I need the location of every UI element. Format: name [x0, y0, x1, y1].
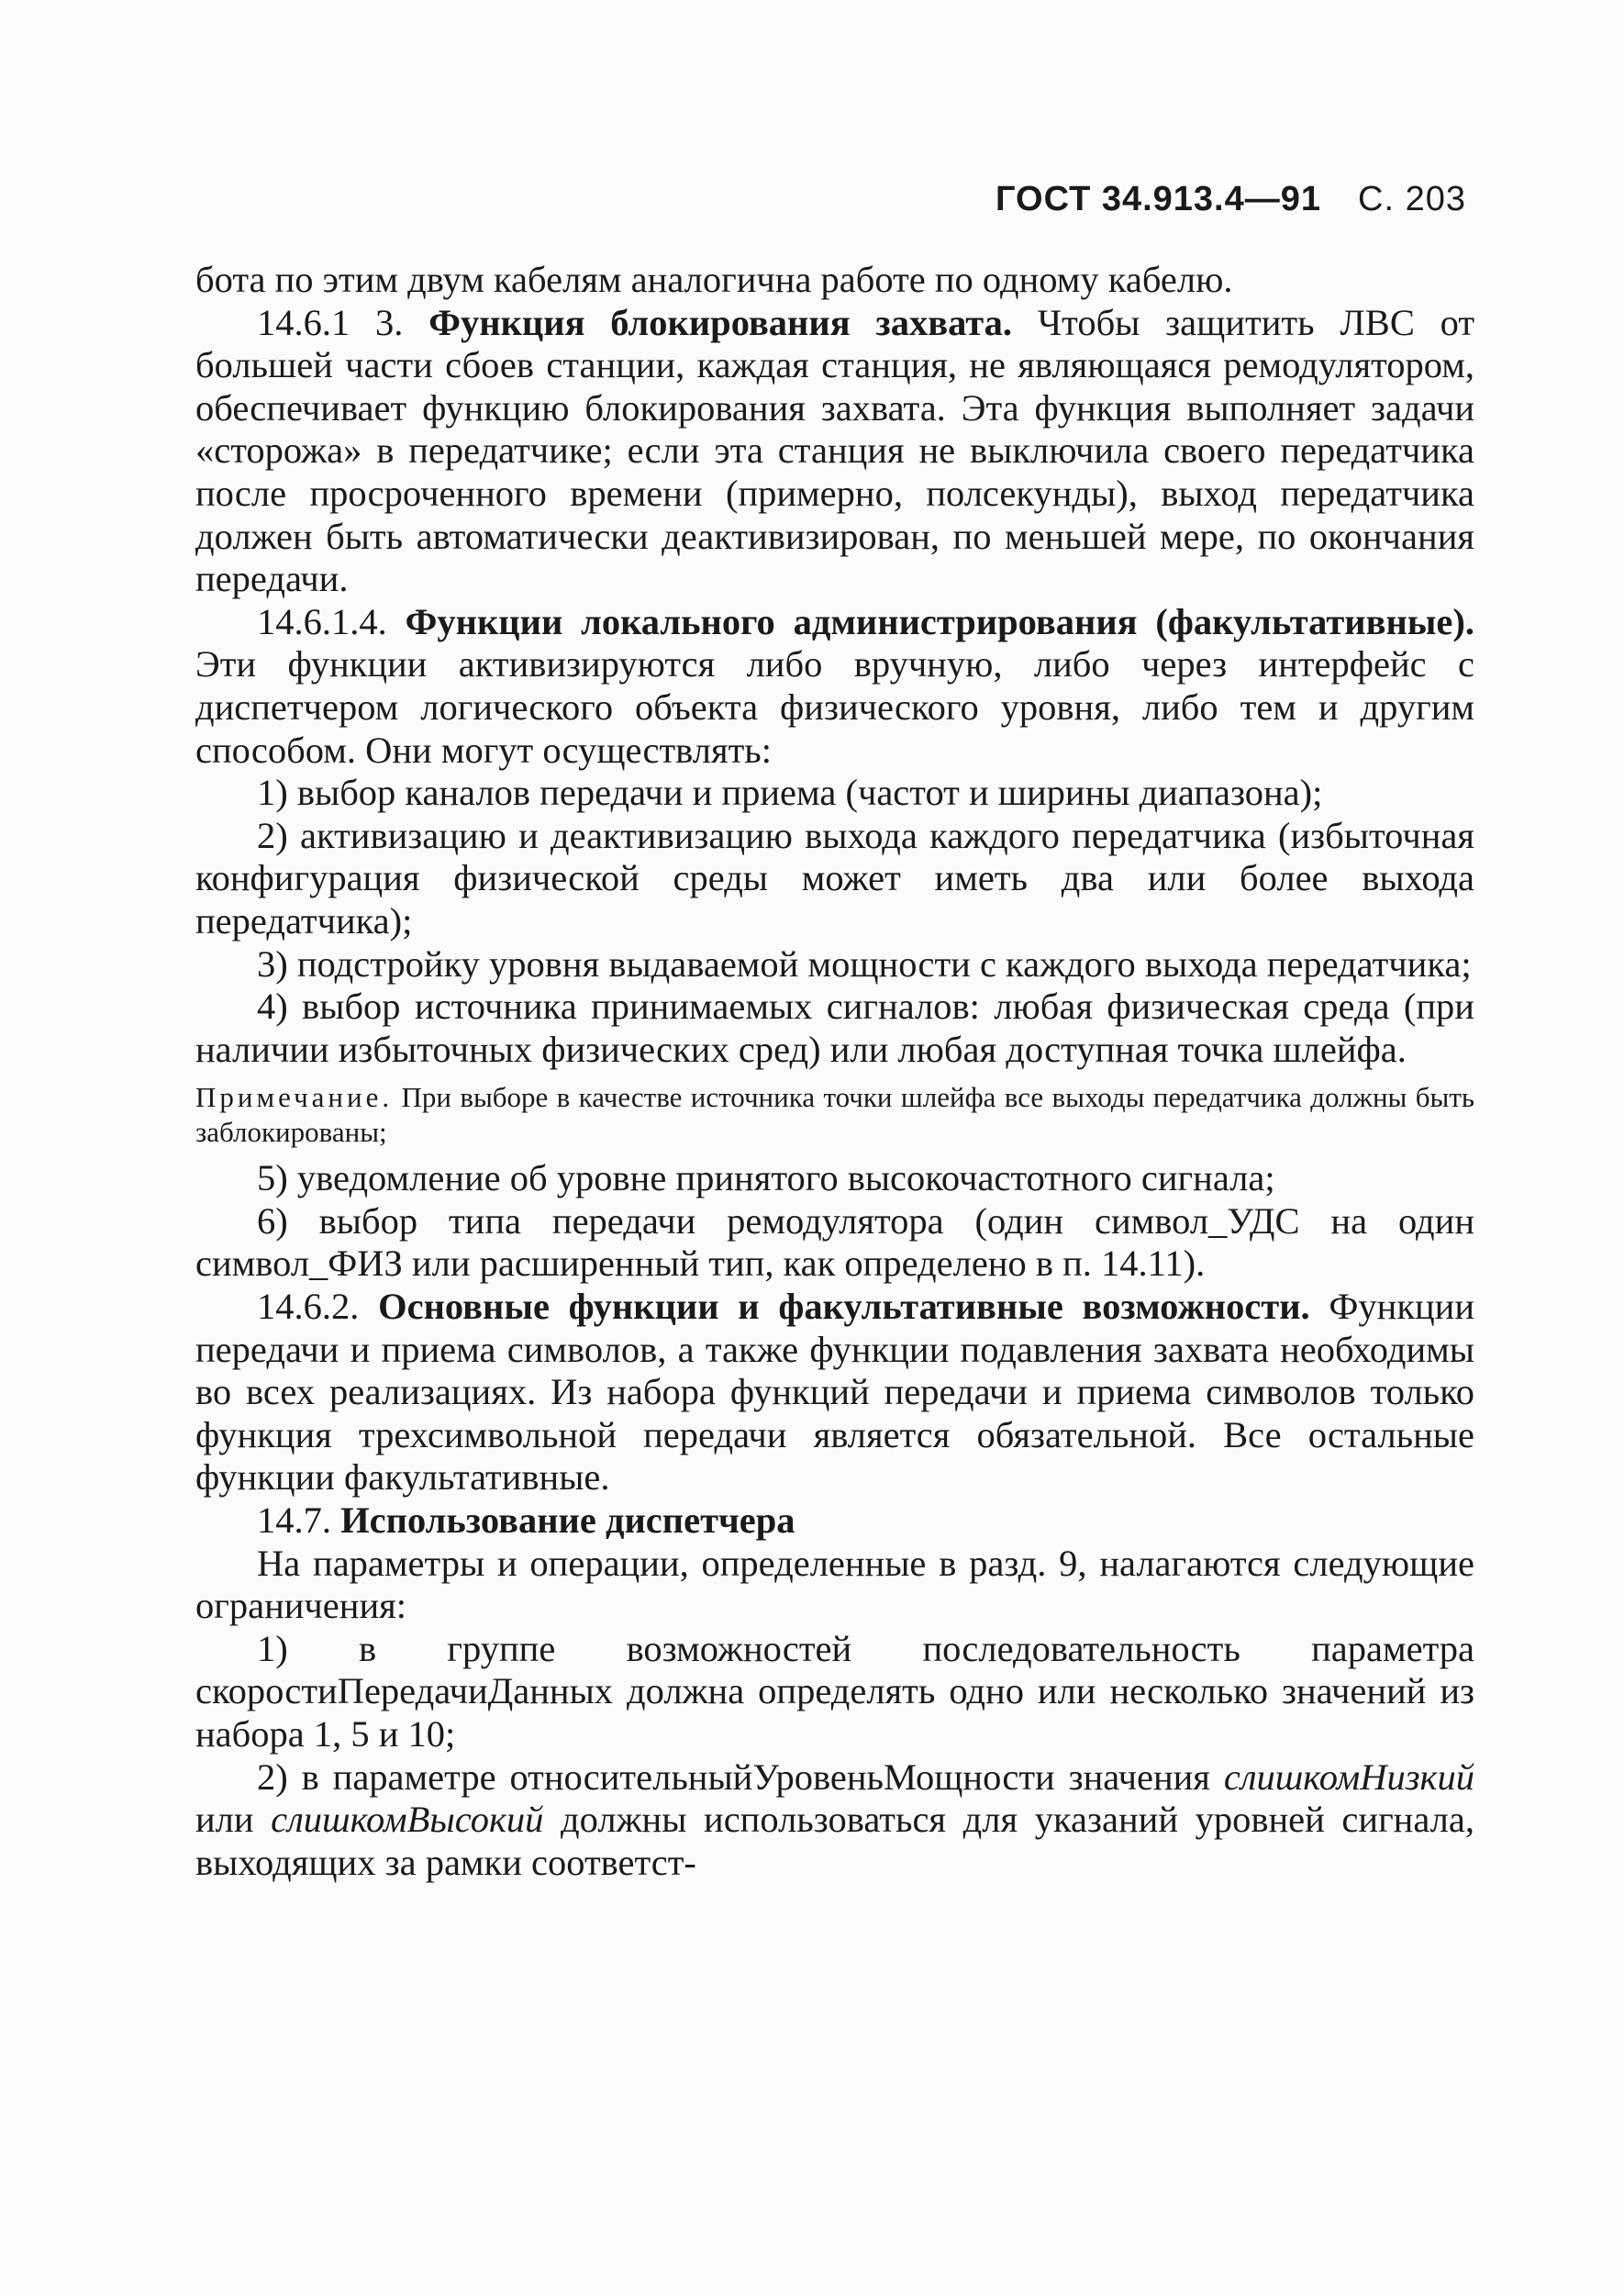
clause-14-6-2	[195, 1286, 1474, 1499]
list-item-text: или	[195, 1799, 254, 1841]
clause-number: 14.6.1 3.	[257, 301, 404, 343]
clause-text: Эти функции активизируются либо вручную, либо через интерфейс с диспетчером логического объекта физического уровня, либо тем и другим способом. Они могут осуществлять:	[195, 643, 1474, 771]
list-item	[195, 1756, 1474, 1885]
clause-number: 14.6.2.	[257, 1286, 360, 1328]
list-item-text: 5) уведомление об уровне принятого высокочастотного сигнала;	[257, 1157, 1275, 1199]
list-item	[195, 1200, 1474, 1286]
page-number: С. 203	[1358, 180, 1466, 218]
clause-heading: Функция блокирования захвата.	[428, 301, 1013, 343]
clause-text: Функции передачи и приема символов, а также функции подавления захвата необходимы во всех реализациях. Из набора функций передачи и приема символов только функция трехсимвольной передачи является обязательной. Все остальные функции факультативные.	[195, 1286, 1475, 1499]
value-name: слишкомВысокий	[271, 1799, 544, 1841]
list-item	[195, 1157, 1474, 1200]
standard-number: ГОСТ 34.913.4—91	[995, 180, 1322, 218]
note-text: При выборе в качестве источника точки шлейфа все выходы передатчика должны быть заблокированы;	[195, 1081, 1475, 1149]
list-item-text: должны использоваться для указаний уровней сигнала, выходящих за рамки соответст-	[195, 1799, 1474, 1883]
list-item-text: 1) в группе возможностей последовательность параметра скоростиПередачиДанных должна определять одно или несколько значений из набора 1, 5 и 10;	[195, 1627, 1474, 1755]
list-item-text: 1) выбор каналов передачи и приема (частот и ширины диапазона);	[257, 772, 1323, 814]
section-number: 14.7.	[257, 1499, 331, 1542]
clause-number: 14.6.1.4.	[257, 600, 387, 642]
section-heading: Использование диспетчера	[340, 1499, 795, 1542]
list-item	[195, 986, 1474, 1071]
clause-14-6-1-3	[195, 302, 1474, 601]
list-item	[195, 772, 1474, 815]
note	[195, 1071, 1474, 1157]
list-item-text: 3) подстройку уровня выдаваемой мощности с каждого выхода передатчика;	[257, 942, 1472, 985]
list-item	[195, 815, 1474, 943]
clause-14-6-1-4	[195, 601, 1474, 772]
clause-heading: Функции локального администрирования (факультативные).	[405, 600, 1475, 642]
list-item-text: 2) активизацию и деактивизацию выхода каждого передатчика (избыточная конфигурация физической среды может иметь два или более выхода передатчика);	[195, 814, 1474, 942]
clause-text: Чтобы защитить ЛВС от большей части сбоев станции, каждая станция, не являющаяся ремодулятором, обеспечивает функцию блокирования захвата. Эта функция выполняет задачи «сторожа» в передатчике; если эта станция не выключила своего передатчика после просроченного времени (примерно, полсекунды), выход передатчика должен быть автоматически деактивизирован, по меньшей мере, по окончания передачи.	[195, 301, 1475, 600]
value-name: слишкомНизкий	[1223, 1755, 1475, 1798]
clause-heading: Основные функции и факультативные возможности.	[378, 1286, 1310, 1328]
list-item-text: 4) выбор источника принимаемых сигналов: любая физическая среда (при наличии избыточных физических сред) или любая доступная точка шлейфа.	[195, 986, 1474, 1070]
paragraph	[195, 1543, 1474, 1628]
paragraph-text: На параметры и операции, определенные в разд. 9, налагаются следующие ограничения:	[195, 1542, 1474, 1627]
section-14-7-heading	[195, 1499, 1474, 1543]
running-header	[996, 180, 1466, 219]
list-item	[195, 1628, 1474, 1756]
list-item-text: 6) выбор типа передачи ремодулятора (один символ_УДС на один символ_ФИЗ или расширенный тип, как определено в п. 14.11).	[195, 1199, 1474, 1285]
body-text	[195, 259, 1474, 1884]
list-item	[195, 943, 1474, 986]
list-item-text: 2) в параметре относительныйУровеньМощности значения	[257, 1755, 1210, 1798]
paragraph-text: бота по этим двум кабелям аналогична работе по одному кабелю.	[195, 259, 1233, 300]
note-label: Примечание.	[195, 1081, 394, 1114]
paragraph-continuation	[195, 259, 1474, 302]
